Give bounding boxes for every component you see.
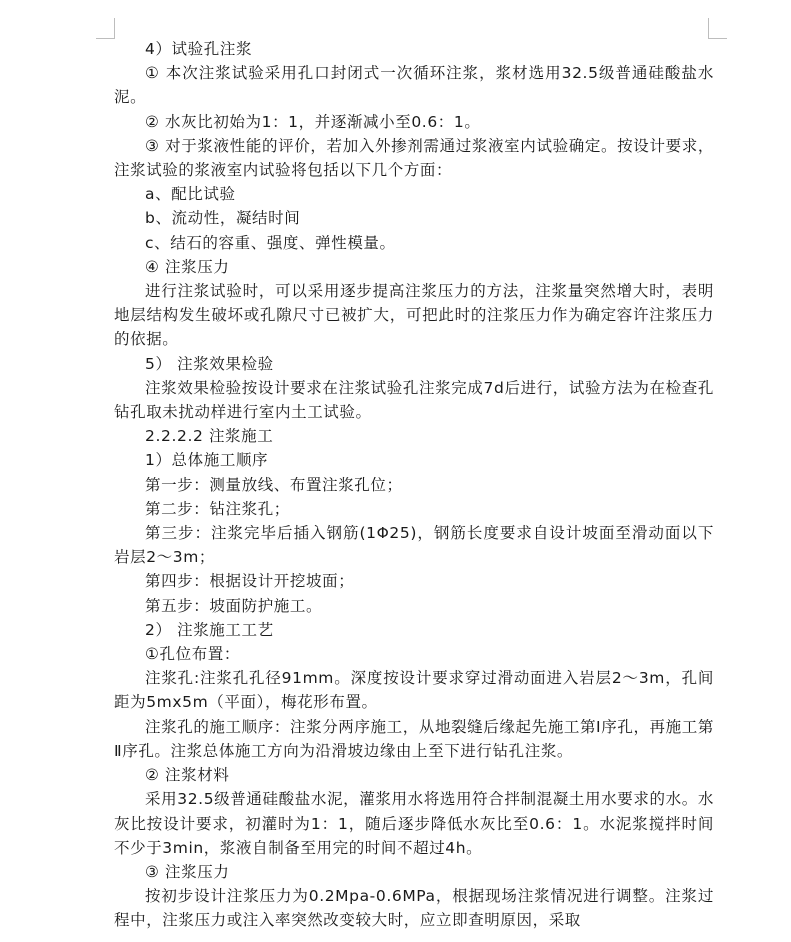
heading-trial-hole-grouting: 4）试验孔注浆 — [145, 40, 253, 58]
paragraph: 采用32.5级普通硅酸盐水泥，灌浆用水将选用符合拌制混凝土用水要求的水。水灰比按设计要求，初灌时为1：1，随后逐步降低水灰比至0.6：1。水泥浆搅拌时间不少于3min，浆液自制备至用完的时间不超过4h。 — [114, 790, 714, 857]
paragraph: 注浆孔的施工顺序：注浆分两序施工，从地裂缝后缘起先施工第Ⅰ序孔，再施工第Ⅱ序孔。注浆总体施工方向为沿滑坡边缘由上至下进行钻孔注浆。 — [114, 717, 714, 760]
crop-mark-top-left — [96, 18, 115, 39]
paragraph: ③ 对于浆液性能的评价，若加入外掺剂需通过浆液室内试验确定。按设计要求，注浆试验的浆液室内试验将包括以下几个方面： — [114, 136, 714, 180]
paragraph: 进行注浆试验时，可以采用逐步提高注浆压力的方法，注浆量突然增大时，表明地层结构发生破坏或孔隙尺寸已被扩大，可把此时的注浆压力作为确定容许注浆压力的依据。 — [114, 282, 714, 349]
list-item: a、配比试验 — [145, 185, 236, 204]
subheading: ② 注浆材料 — [145, 766, 230, 785]
subheading: 1）总体施工顺序 — [145, 451, 269, 470]
crop-mark-top-right — [708, 18, 727, 39]
section-heading: 2.2.2.2 注浆施工 — [145, 427, 274, 446]
paragraph: ② 水灰比初始为1：1，并逐渐减小至0.6：1。 — [145, 112, 481, 131]
paragraph: 按初步设计注浆压力为0.2Mpa-0.6MPa，根据现场注浆情况进行调整。注浆过程中，注浆压力或注入率突然改变较大时，应立即查明原因，采取 — [114, 887, 714, 930]
list-item: b、流动性，凝结时间 — [145, 209, 301, 228]
subheading: ④ 注浆压力 — [145, 257, 230, 276]
subheading: 2） 注浆施工工艺 — [145, 620, 274, 639]
step-item: 第五步：坡面防护施工。 — [145, 596, 323, 615]
document-body — [114, 37, 714, 933]
step-item: 第一步：测量放线、布置注浆孔位； — [145, 475, 403, 494]
list-item: c、结石的容重、强度、弹性模量。 — [145, 233, 396, 252]
step-item: 第三步：注浆完毕后插入钢筋(1Φ25)，钢筋长度要求自设计坡面至滑动面以下岩层2～3m； — [114, 524, 714, 567]
subheading: ③ 注浆压力 — [145, 862, 230, 881]
step-item: 第四步：根据设计开挖坡面； — [145, 572, 355, 591]
heading-grouting-effect-inspection: 5） 注浆效果检验 — [145, 354, 274, 373]
paragraph: 注浆孔:注浆孔孔径91mm。深度按设计要求穿过滑动面进入岩层2～3m，孔间距为5mx5m（平面），梅花形布置。 — [114, 669, 714, 712]
subheading: ①孔位布置： — [145, 645, 240, 664]
step-item: 第二步：钻注浆孔； — [145, 499, 290, 518]
paragraph: 注浆效果检验按设计要求在注浆试验孔注浆完成7d后进行，试验方法为在检查孔钻孔取未扰动样进行室内土工试验。 — [114, 378, 714, 422]
paragraph: ① 本次注浆试验采用孔口封闭式一次循环注浆，浆材选用32.5级普通硅酸盐水泥。 — [114, 64, 714, 107]
